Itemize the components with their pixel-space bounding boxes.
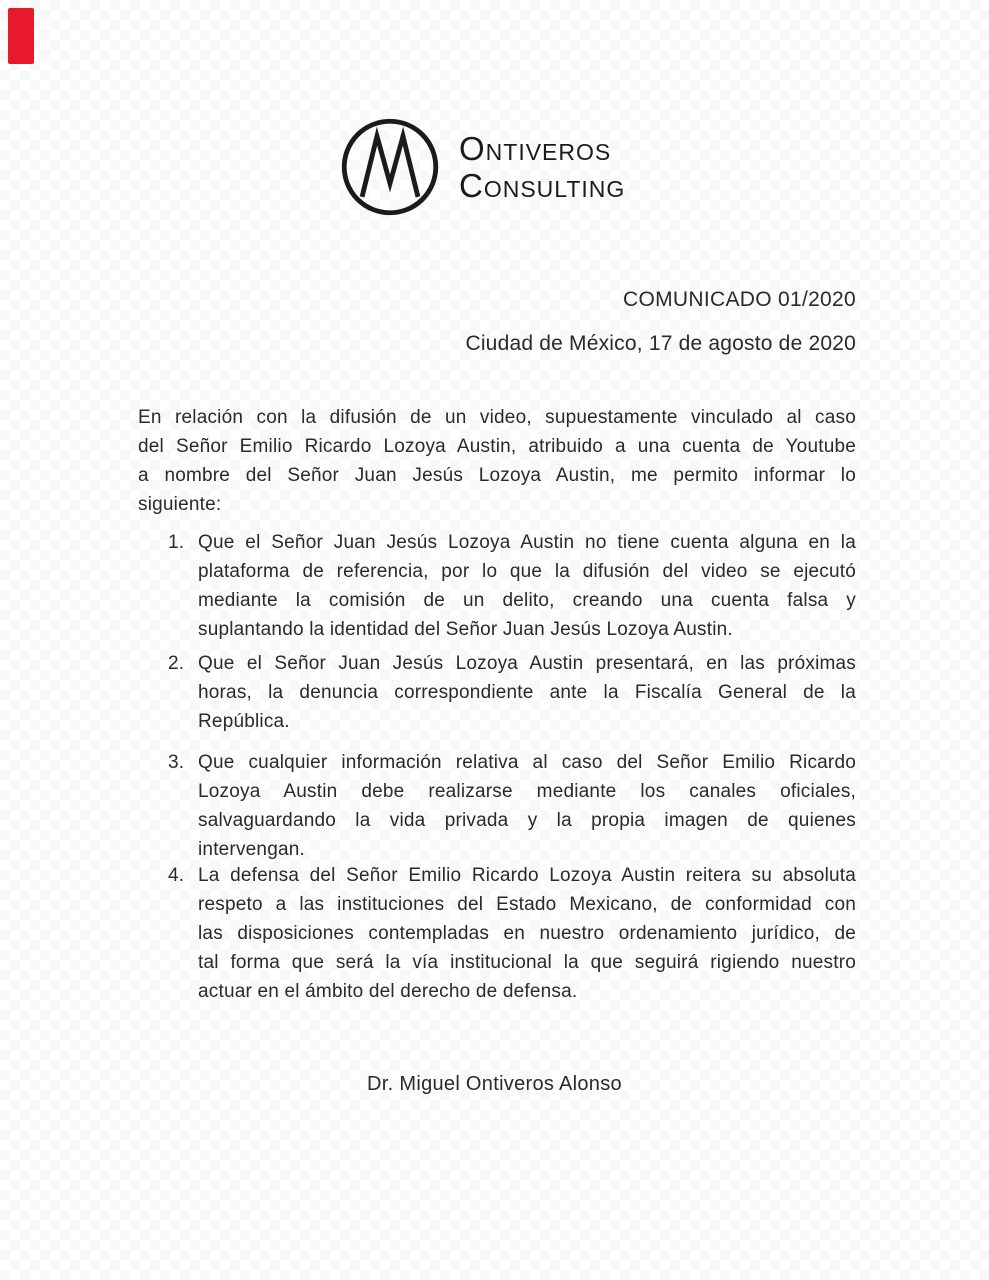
- list-item-text: [198, 861, 856, 1006]
- text-line: salvaguardando la vida privada y la propia imagen de quienes: [198, 810, 856, 831]
- text-line: tal forma que será la vía institucional la que seguirá rigiendo nuestro: [198, 952, 856, 973]
- company-logo: [337, 114, 625, 220]
- list-item-4: [168, 861, 856, 1006]
- text-line: a nombre del Señor Juan Jesús Lozoya Austin, me permito informar lo: [138, 465, 856, 486]
- list-item-number: 4.: [168, 865, 185, 886]
- communique-number: COMUNICADO 01/2020: [623, 288, 856, 311]
- monogram-circle-icon: [337, 114, 443, 220]
- list-item-number: 2.: [168, 653, 185, 674]
- text-line: horas, la denuncia correspondiente ante la Fiscalía General de la: [198, 682, 856, 703]
- text-line: Que el Señor Juan Jesús Lozoya Austin presentará, en las próximas: [198, 653, 856, 674]
- intro-paragraph: [138, 403, 856, 519]
- text-line: suplantando la identidad del Señor Juan Jesús Lozoya Austin.: [198, 619, 733, 640]
- dateline: Ciudad de México, 17 de agosto de 2020: [465, 332, 856, 355]
- signature-name: Dr. Miguel Ontiveros Alonso: [367, 1073, 622, 1095]
- text-line: las disposiciones contempladas en nuestro ordenamiento jurídico, de: [198, 923, 856, 944]
- list-item-text: [198, 748, 856, 864]
- text-line: plataforma de referencia, por lo que la difusión del video se ejecutó: [198, 561, 856, 582]
- text-line: mediante la comisión de un delito, creando una cuenta falsa y: [198, 590, 856, 611]
- text-line: del Señor Emilio Ricardo Lozoya Austin, atribuido a una cuenta de Youtube: [138, 436, 856, 457]
- list-item-2: [168, 649, 856, 736]
- red-corner-mark: [8, 8, 34, 64]
- company-name-line2: Consulting: [459, 167, 626, 204]
- text-line: República.: [198, 711, 290, 732]
- text-line: actuar en el ámbito del derecho de defensa.: [198, 981, 578, 1002]
- text-line: En relación con la difusión de un video, supuestamente vinculado al caso: [138, 407, 856, 428]
- text-line: respeto a las instituciones del Estado Mexicano, de conformidad con: [198, 894, 856, 915]
- list-item-1: [168, 528, 856, 644]
- text-line: siguiente:: [138, 494, 222, 515]
- list-item-text: [198, 649, 856, 736]
- list-item-number: 3.: [168, 752, 185, 773]
- text-line: La defensa del Señor Emilio Ricardo Lozoya Austin reitera su absoluta: [198, 865, 856, 886]
- company-name: [459, 130, 625, 204]
- list-item-number: 1.: [168, 532, 185, 553]
- list-item-3: [168, 748, 856, 864]
- company-name-line1: Ontiveros: [459, 130, 612, 167]
- list-item-text: [198, 528, 856, 644]
- text-line: intervengan.: [198, 839, 305, 860]
- text-line: Lozoya Austin debe realizarse mediante los canales oficiales,: [198, 781, 856, 802]
- text-line: Que el Señor Juan Jesús Lozoya Austin no tiene cuenta alguna en la: [198, 532, 856, 553]
- text-line: Que cualquier información relativa al caso del Señor Emilio Ricardo: [198, 752, 856, 773]
